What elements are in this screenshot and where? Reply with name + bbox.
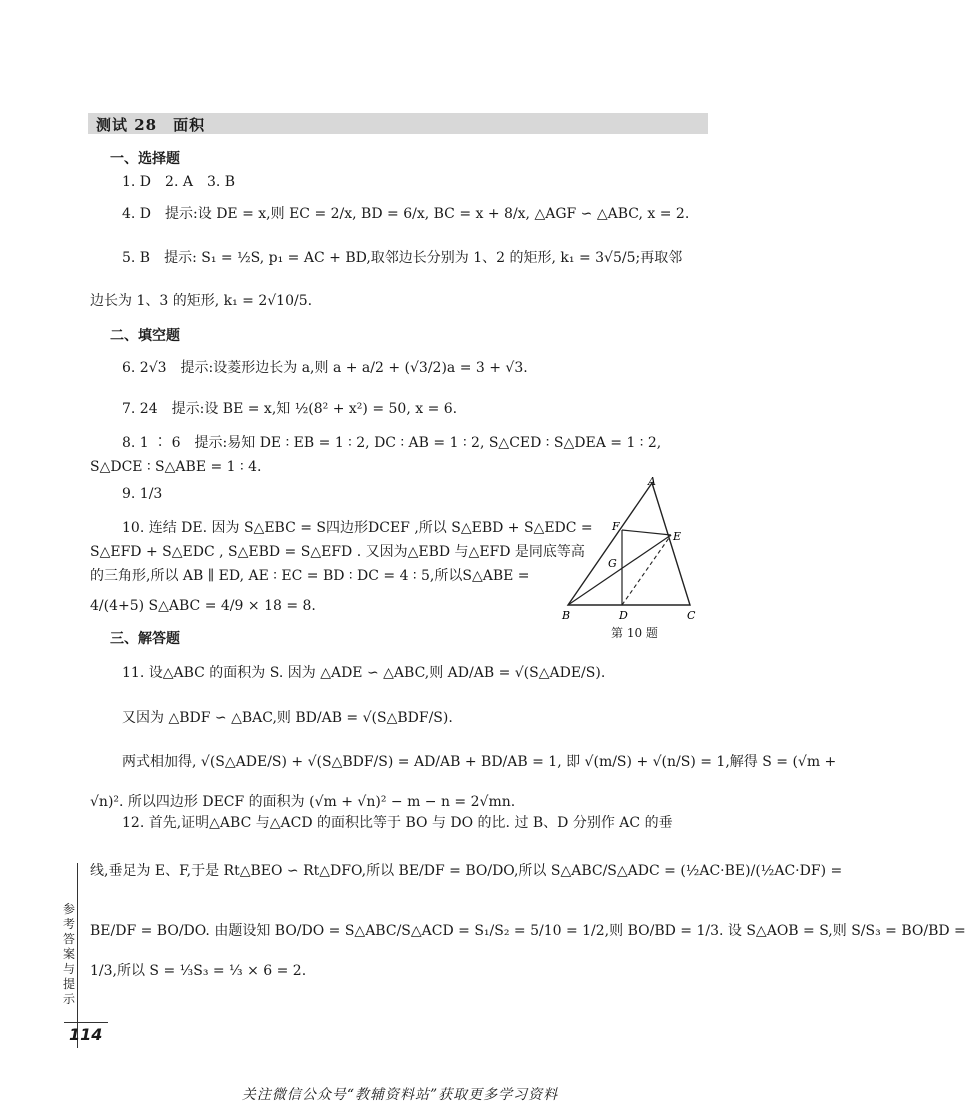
answer-9: 9. 1/3 — [122, 486, 163, 502]
answer-11-line-2: 又因为 △BDF ∽ △BAC,则 BD/AB = √(S△BDF/S). — [122, 710, 453, 726]
answer-12-line-1: 12. 首先,证明△ABC 与△ACD 的面积比等于 BO 与 DO 的比. 过 B、D 分别作 AC 的垂 — [122, 815, 673, 831]
vertex-label-e: E — [673, 530, 682, 543]
section-heading-solve: 三、解答题 — [110, 631, 180, 647]
vertex-label-d: D — [619, 609, 628, 622]
answer-11-line-3: 两式相加得, √(S△ADE/S) + √(S△BDF/S) = AD/AB + BD/AB = 1, 即 √(m/S) + √(n/S) = 1,解得 S = (√m + — [122, 754, 837, 770]
answer-12-line-2: 线,垂足为 E、F,于是 Rt△BEO ∽ Rt△DFO,所以 BE/DF = BO/DO,所以 S△ABC/S△ADC = (½AC·BE)/(½AC·DF) = — [90, 863, 843, 879]
answer-6: 6. 2√3 提示:设菱形边长为 a,则 a + a/2 + (√3/2)a = 3 + √3. — [122, 360, 528, 376]
answer-4: 4. D 提示:设 DE = x,则 EC = 2/x, BD = 6/x, BC = x + 8/x, △AGF ∽ △ABC, x = 2. — [122, 206, 690, 222]
answer-10-line-4: 4/(4+5) S△ABC = 4/9 × 18 = 8. — [90, 598, 316, 614]
vertex-label-b: B — [562, 609, 571, 622]
triangle-figure — [560, 475, 710, 640]
section-header-bar — [88, 113, 708, 134]
answer-12-line-3: BE/DF = BO/DO. 由题设知 BO/DO = S△ABC/S△ACD = S₁/S₂ = 5/10 = 1/2,则 BO/BD = 1/3. 设 S△AOB = S,则 S/S₃ = BO/BD = — [90, 923, 966, 939]
answer-12-line-4: 1/3,所以 S = ⅓S₃ = ⅓ × 6 = 2. — [90, 963, 307, 979]
section-heading-fill: 二、填空题 — [110, 328, 180, 344]
answer-5-line-2: 边长为 1、3 的矩形, k₁ = 2√10/5. — [90, 293, 313, 309]
side-label: 参考答案与提示 — [63, 902, 76, 1006]
answer-10-line-3: 的三角形,所以 AB ∥ ED, AE ∶ EC = BD ∶ DC = 4 ∶ 5,所以S△ABE = — [90, 568, 530, 584]
vertex-label-a: A — [648, 475, 656, 488]
page-title: 测试 28 面积 — [96, 116, 206, 134]
answer-11-line-1: 11. 设△ABC 的面积为 S. 因为 △ADE ∽ △ABC,则 AD/AB = √(S△ADE/S). — [122, 665, 606, 681]
answer-10-line-1: 10. 连结 DE. 因为 S△EBC = S四边形DCEF ,所以 S△EBD + S△EDC = — [122, 520, 593, 536]
answer-7: 7. 24 提示:设 BE = x,知 ½(8² + x²) = 50, x = 6. — [122, 401, 458, 417]
figure-caption: 第 10 题 — [611, 626, 658, 640]
answer-1-3: 1. D 2. A 3. B — [122, 174, 236, 190]
vertex-label-f: F — [612, 520, 620, 533]
vertex-label-c: C — [687, 609, 696, 622]
answer-11-line-4: √n)². 所以四边形 DECF 的面积为 (√m + √n)² − m − n = 2√mn. — [90, 794, 516, 810]
answer-8-line-2: S△DCE ∶ S△ABE = 1 ∶ 4. — [90, 459, 262, 475]
section-heading-choice: 一、选择题 — [110, 151, 180, 167]
page-number-box — [64, 1022, 108, 1048]
page-number: 114 — [69, 1025, 103, 1044]
vertex-label-g: G — [608, 557, 617, 570]
answer-8-line-1: 8. 1 ∶ 6 提示:易知 DE ∶ EB = 1 ∶ 2, DC ∶ AB = 1 ∶ 2, S△CED ∶ S△DEA = 1 ∶ 2, — [122, 435, 662, 451]
answer-10-line-2: S△EFD + S△EDC , S△EBD = S△EFD . 又因为△EBD 与△EFD 是同底等高 — [90, 544, 585, 560]
footer-note: 关注微信公众号“教辅资料站”获取更多学习资料 — [241, 1087, 559, 1103]
answer-5-line-1: 5. B 提示: S₁ = ½S, p₁ = AC + BD,取邻边长分别为 1、2 的矩形, k₁ = 3√5/5;再取邻 — [122, 250, 683, 266]
